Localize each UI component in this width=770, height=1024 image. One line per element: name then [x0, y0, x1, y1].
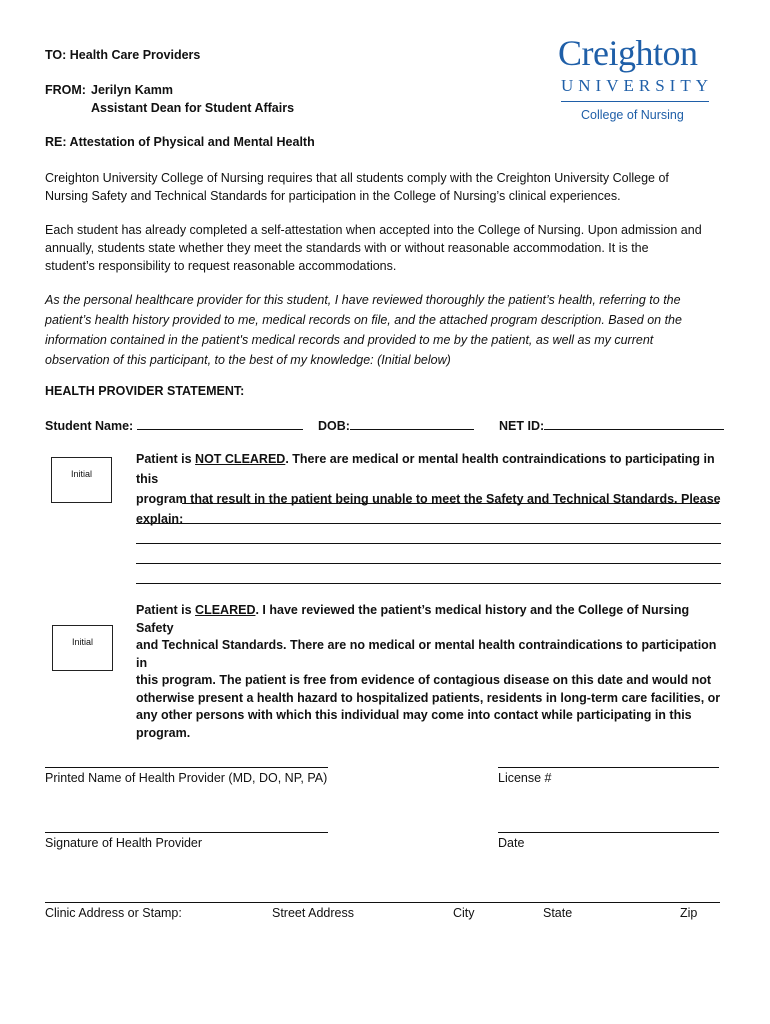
explain-line[interactable]	[182, 503, 719, 504]
printed-name-line[interactable]	[45, 767, 328, 768]
cleared-initial-box[interactable]	[52, 625, 113, 671]
cleared-text	[136, 602, 726, 742]
zip-label: Zip	[680, 906, 698, 920]
net-id-field[interactable]	[499, 417, 724, 433]
clinic-address-label: Clinic Address or Stamp:	[45, 906, 182, 920]
cleared-line: any other persons with which this individual may come into contact while participating in this	[136, 708, 692, 722]
not-cleared-initial-box[interactable]	[51, 457, 112, 503]
printed-name-label: Printed Name of Health Provider (MD, DO, NP, PA)	[45, 771, 328, 785]
logo-name: Creighton	[558, 33, 698, 73]
explain-line[interactable]	[136, 583, 721, 584]
not-cleared-emphasis: NOT CLEARED	[195, 452, 286, 466]
declaration-line: information contained in the patient's medical records and provided to me by the patient, as well as my current	[45, 333, 654, 347]
memo-re: RE: Attestation of Physical and Mental Health	[45, 135, 315, 149]
explain-line[interactable]	[136, 543, 721, 544]
date-line[interactable]	[498, 832, 719, 833]
clinic-address-line[interactable]	[45, 902, 720, 903]
student-name-label: Student Name:	[45, 419, 134, 433]
logo-university: UNIVERSITY	[561, 76, 713, 95]
cleared-line: program.	[136, 725, 191, 740]
not-cleared-prefix: Patient is	[136, 452, 196, 466]
state-label: State	[543, 906, 573, 920]
self-attestation-line: annually, students state whether they meet the standards with or without reasonable accommodation. It is the	[45, 241, 649, 255]
cleared-emphasis: CLEARED	[195, 603, 256, 617]
declaration-line: patient’s health history provided to me, medical records on file, and the attached program description. Based on the	[45, 313, 682, 327]
signature-line[interactable]	[45, 832, 328, 833]
license-label: License #	[498, 771, 552, 785]
dob-label: DOB:	[318, 419, 350, 433]
self-attestation-line: Each student has already completed a self-attestation when accepted into the College of Nursing. Upon admission and	[45, 223, 702, 237]
not-cleared-line: explain:	[136, 512, 184, 526]
explain-line[interactable]	[136, 523, 721, 524]
not-cleared-line	[136, 449, 726, 489]
university-logo	[555, 32, 715, 132]
memo-from-title: Assistant Dean for Student Affairs	[91, 101, 295, 115]
cleared-line: this program. The patient is free from evidence of contagious disease on this date and would not	[136, 673, 712, 687]
net-id-line[interactable]	[544, 417, 724, 430]
self-attestation-paragraph	[45, 221, 725, 275]
intro-paragraph	[45, 169, 725, 205]
provider-declaration-paragraph	[45, 290, 725, 370]
explain-line[interactable]	[136, 563, 721, 564]
logo-college: College of Nursing	[581, 108, 684, 122]
license-line[interactable]	[498, 767, 719, 768]
memo-to: TO: Health Care Providers	[45, 48, 201, 62]
initial-label: Initial	[70, 469, 92, 479]
cleared-prefix: Patient is	[136, 603, 196, 617]
statement-heading: HEALTH PROVIDER STATEMENT:	[45, 384, 245, 398]
initial-label: Initial	[71, 637, 93, 647]
city-label: City	[453, 906, 475, 920]
intro-line: Creighton University College of Nursing requires that all students comply with the Creighton University College of	[45, 171, 669, 185]
declaration-line: As the personal healthcare provider for this student, I have reviewed thoroughly the patient’s health, referring to the	[45, 293, 681, 307]
not-cleared-line: program that result in the patient being unable to meet the Safety and Technical Standards. Please	[136, 492, 721, 506]
cleared-line: otherwise present a health hazard to hospitalized patients, residents in long-term care facilities, or	[136, 690, 721, 705]
student-name-field[interactable]	[45, 417, 303, 433]
memo-from-label: FROM:	[45, 83, 86, 97]
student-name-line[interactable]	[137, 417, 303, 430]
declaration-line: observation of this participant, to the best of my knowledge: (Initial below)	[45, 353, 451, 367]
logo-divider	[561, 101, 709, 102]
signature-label: Signature of Health Provider	[45, 836, 203, 850]
net-id-label: NET ID:	[499, 419, 545, 433]
dob-field[interactable]	[318, 417, 474, 433]
not-cleared-text	[136, 449, 726, 529]
street-address-label: Street Address	[272, 906, 354, 920]
self-attestation-line: student’s responsibility to request reasonable accommodations.	[45, 259, 397, 273]
dob-line[interactable]	[350, 417, 474, 430]
cleared-line: and Technical Standards. There are no medical or mental health contraindications to participation in	[136, 638, 717, 670]
cleared-line1-rest: . I have reviewed the patient’s medical history and the College of Nursing Safety	[136, 603, 690, 635]
not-cleared-line1-rest: . There are medical or mental health contraindications to participating in this	[136, 452, 715, 486]
memo-from-name: Jerilyn Kamm	[91, 83, 173, 97]
date-label: Date	[498, 836, 525, 850]
cleared-line	[136, 602, 726, 637]
intro-line: Nursing Safety and Technical Standards for participation in the College of Nursing’s clinical experiences.	[45, 189, 621, 203]
